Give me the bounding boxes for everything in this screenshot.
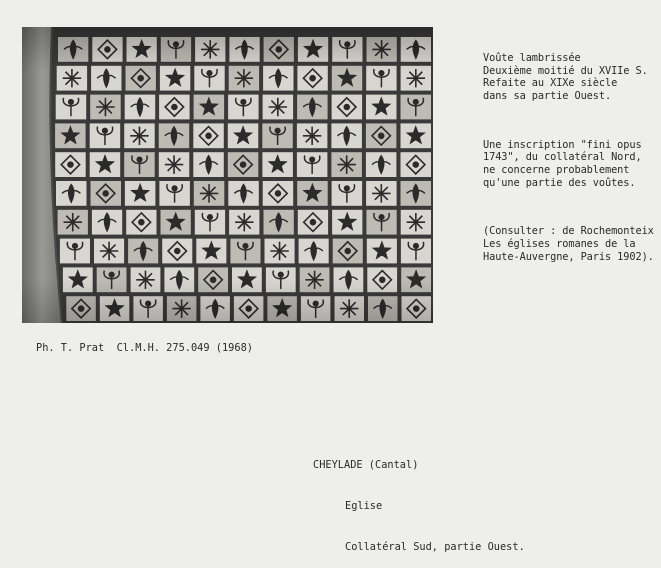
- notes-column: [483, 27, 659, 287]
- note-line: 1743", du collatéral Nord,: [483, 151, 642, 164]
- photo-credit: Ph. T. Prat Cl.M.H. 275.049 (1968): [36, 342, 253, 354]
- ceiling-photo-svg: [22, 27, 433, 323]
- ceiling-photo: [22, 27, 433, 323]
- note-line: (Consulter : de Rochemonteix: [483, 225, 654, 238]
- caption-building: Eglise: [345, 499, 383, 512]
- notes-dating: [483, 52, 659, 102]
- note-line: Une inscription "fini opus: [483, 138, 642, 151]
- caption-detail: Collatéral Sud, partie Ouest.: [345, 540, 525, 553]
- note-line: Les églises romanes de la: [483, 237, 636, 250]
- note-line: Voûte lambrissée: [483, 52, 581, 65]
- note-line: Refaite au XIXe siècle: [483, 77, 618, 90]
- caption-place: CHEYLADE (Cantal): [313, 459, 419, 472]
- note-line: Deuxième moitié du XVIIe S.: [483, 64, 648, 77]
- note-line: Haute-Auvergne, Paris 1902).: [483, 250, 654, 263]
- note-line: qu'une partie des voûtes.: [483, 176, 636, 189]
- caption-block: [0, 432, 525, 568]
- note-line: ne concerne probablement: [483, 163, 630, 176]
- note-line: dans sa partie Ouest.: [483, 89, 612, 102]
- photo-shading: [22, 27, 433, 323]
- notes-inscription: [483, 139, 659, 189]
- notes-reference: [483, 225, 659, 263]
